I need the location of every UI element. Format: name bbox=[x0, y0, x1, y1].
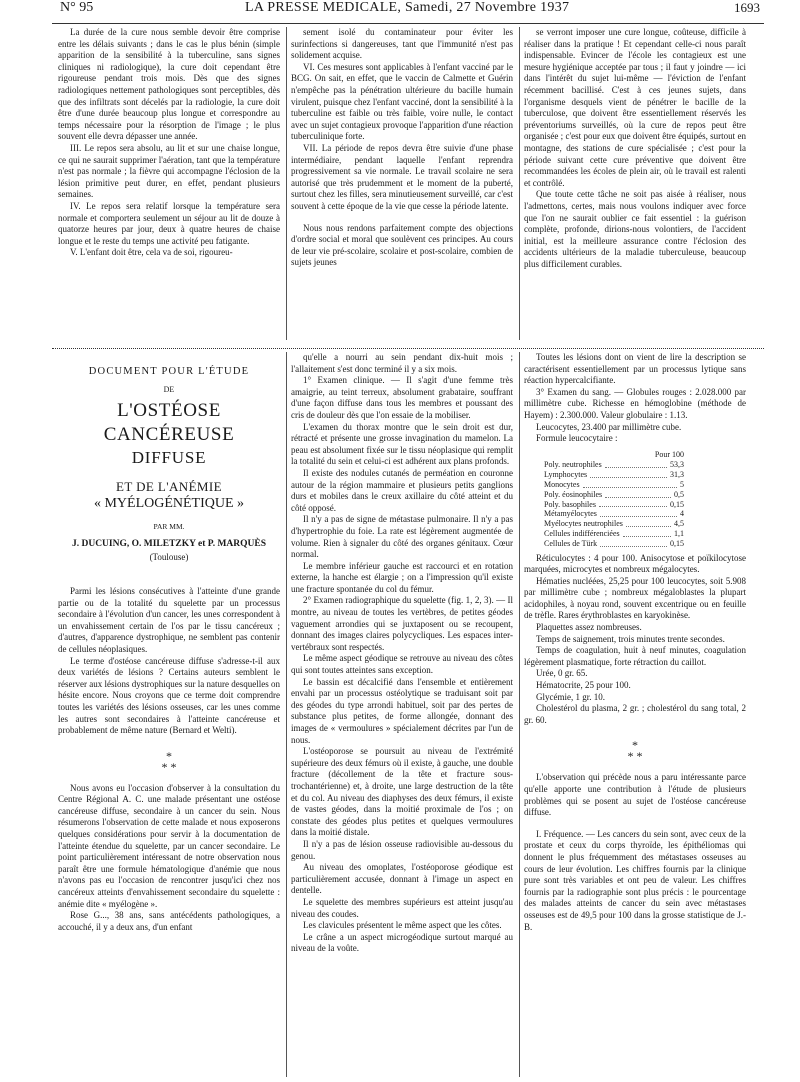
formula-label: Cellules indifférenciées bbox=[544, 528, 620, 538]
leukocyte-formula-table bbox=[544, 449, 684, 549]
paragraph: Rose G..., 38 ans, sans antécédents pathologiques, a accouché, il y a deux ans, d'un enfant bbox=[58, 910, 280, 932]
article-title-block bbox=[58, 366, 280, 564]
dot-leader bbox=[599, 500, 667, 508]
article-body-1 bbox=[58, 586, 280, 933]
paragraph: Temps de coagulation, huit à neuf minutes, coagulation légèrement plasmatique, forte rétraction du caillot. bbox=[524, 645, 746, 667]
paragraph: Le bassin est décalcifié dans l'ensemble et entièrement envahi par un processus ostéolytique se traduisant soit par des géodes du type arrondi habituel, soit par des pertes de substance plus petites, de forme allongée, donnant des images de « vermoulures » spécialement décrites par l'un de nous. bbox=[291, 676, 513, 745]
article-column-1 bbox=[58, 356, 280, 933]
paragraph: Temps de saignement, trois minutes trente secondes. bbox=[536, 633, 725, 644]
article-title-2: DIFFUSE bbox=[131, 448, 207, 468]
article-column-3 bbox=[524, 352, 746, 933]
formula-label: Poly. éosinophiles bbox=[544, 489, 603, 499]
formula-row bbox=[544, 519, 684, 529]
column-divider bbox=[286, 27, 287, 340]
paragraph: Le crâne a un aspect microgéodique surtout marqué au niveau de la voûte. bbox=[291, 931, 513, 954]
paragraph: Le terme d'ostéose cancéreuse diffuse s'adresse-t-il aux deux variétés de lésions ? Certains auteurs semblent le réserver aux lésions dystrophiques sur la nature desquelles on hésite encore. Nous croyons que ce terme doit comprendre toutes les variétés des lésions osseuses, car les unes comme les autres sont secondaires à l'atteinte cancéreuse et probablement de même nature (Bernard et Welti). bbox=[58, 655, 280, 736]
paragraph: sement isolé du contaminateur pour éviter les surinfections si dangereuses, tant que l'immunité n'est pas solidement acquise. bbox=[291, 27, 513, 61]
paragraph: Au niveau des omoplates, l'ostéoporose géodique est particulièrement accusée, donnant à l'image un aspect en dentelle. bbox=[291, 862, 513, 896]
formula-value: 0,15 bbox=[670, 538, 684, 548]
formula-value: 1,1 bbox=[674, 528, 684, 538]
paragraph: Hématies nucléées, 25,25 pour 100 leucocytes, soit 5.908 par millimètre cube ; nombreux mégaloblastes la plupart acidophiles, à noyau rond, souvent excentrique ou en feuille de trèfle. Rares érythroblastes en karyokinèse. bbox=[524, 575, 746, 621]
formula-label: Poly. basophiles bbox=[544, 499, 596, 509]
paragraph: Formule leucocytaire : bbox=[536, 433, 618, 444]
top-column-2 bbox=[291, 27, 513, 269]
formula-row bbox=[544, 460, 684, 470]
paragraph: Toutes les lésions dont on vient de lire la description se caractérisent essentiellement par un processus lytique sans réaction hypercalcifiante. bbox=[524, 352, 746, 386]
paragraph: L'examen du thorax montre que le sein droit est dur, rétracté et présente une grosse invagination du mamelon. La peau est absolument fixée sur le tissu néoplasique qui remplit la totalité du sein et celui-ci est adhérent aux plans profonds. bbox=[291, 421, 513, 467]
formula-label: Poly. neutrophiles bbox=[544, 460, 602, 470]
paragraph: Il existe des nodules cutanés de perméation en couronne autour de la région mammaire et plusieurs petits ganglions durs et mobiles dans le creux axillaire du côté atteint et du côté opposé. bbox=[291, 467, 513, 513]
running-header bbox=[60, 0, 760, 20]
paragraph: 3° Examen du sang. — Globules rouges : 2.028.000 par millimètre cube. Richesse en hémoglobine (méthode de Hayem) : 2.300.000. Valeur globulaire : 1.13. bbox=[524, 386, 746, 420]
paragraph: I. Fréquence. — Les cancers du sein sont, avec ceux de la prostate et ceux du corps thyroïde, les épithéliomas qui donnent le plus fréquemment des métastases osseuses au cours de leur évolution. Les chiffres fournis par la clinique pure sont très variables et ont peu de valeur. Les chiffres fournis par la radiographie sont plus précis : le pourcentage des malades atteints de cancer du sein avec métastases osseuses est de 49,5 pour 100 dans la grosse statistique de J.-B. bbox=[524, 828, 746, 932]
formula-header: Pour 100 bbox=[654, 449, 684, 459]
formula-row bbox=[544, 509, 684, 519]
article-de: DE bbox=[163, 384, 175, 394]
byline-par: PAR MM. bbox=[153, 522, 185, 532]
paragraph: Il n'y a pas de signe de métastase pulmonaire. Il n'y a pas d'hypertrophie du foie. La rate est légèrement augmentée de volume. Rien à signaler du côté des organes génitaux. Cœur normal. bbox=[291, 514, 513, 560]
paragraph: III. Le repos sera absolu, au lit et sur une chaise longue, ce qui ne saurait supprimer l'aération, tant que la température n'est pas normale ; la fièvre qui accompagne l'éclosion de la lésion primitive peut durer, en effet, pendant plusieurs semaines. bbox=[58, 142, 280, 200]
formula-label: Monocytes bbox=[544, 479, 580, 489]
dot-leader bbox=[626, 519, 671, 527]
article-column-2 bbox=[291, 352, 513, 955]
top-column-1 bbox=[58, 27, 280, 259]
formula-value: 53,3 bbox=[670, 460, 684, 470]
top-column-3 bbox=[524, 27, 746, 270]
formula-row bbox=[544, 539, 684, 549]
paragraph: La durée de la cure nous semble devoir être comprise entre les délais suivants ; dans le cas le plus bénin (simple apparition de la sensibilité à la tuberculine, sans signes cliniques ni radiologique), la cure doit cependant être rigoureuse pendant trois mois. Dès que des signes radiologiques nettement pathologiques sont perceptibles, dès que des infiltrats sont décelés par la radiologie, la cure doit être d'une durée beaucoup plus longue et correspondre au temps nécessaire pour la résorption de l'image ; le plus souvent elle devra dépasser une année. bbox=[58, 27, 280, 142]
paragraph: L'observation qui précède nous a paru intéressante parce qu'elle apporte une contribution à l'étude de plusieurs problèmes qui se posent au sujet de l'ostéose cancéreuse diffuse. bbox=[524, 772, 746, 818]
formula-row bbox=[544, 470, 684, 480]
paragraph: Le membre inférieur gauche est raccourci et en rotation externe, la hanche est élargie ; on a l'impression qu'il existe une fracture spontanée du col du fémur. bbox=[291, 560, 513, 594]
paragraph: Nous nous rendons parfaitement compte des objections d'ordre social et moral que soulèvent ces principes. Au cours de leur vie pré-scolaire, scolaire et post-scolaire, combien de sujets jeunes bbox=[291, 222, 513, 268]
article-title: L'OSTÉOSE CANCÉREUSE bbox=[103, 400, 235, 446]
issue-date: Samedi, 27 Novembre 1937 bbox=[405, 0, 570, 15]
paragraph: Plaquettes assez nombreuses. bbox=[536, 622, 642, 633]
paragraph: 2° Examen radiographique du squelette (fig. 1, 2, 3). — Il montre, au niveau de toutes les vertèbres, de petites géodes vaguement arrondies qui se juxtaposent ou se recoupent, donnant des images claires polycycliques. Les espaces inter-vertébraux sont respectés. bbox=[291, 595, 513, 652]
paragraph: Il n'y a pas de lésion osseuse radiovisible au-dessous du genou. bbox=[291, 838, 513, 861]
paragraph: qu'elle a nourri au sein pendant dix-huit mois ; l'allaitement s'est donc terminé il y a six mois. bbox=[291, 352, 513, 374]
formula-label: Cellules de Türk bbox=[544, 538, 598, 548]
paragraph: IV. Le repos sera relatif lorsque la température sera normale et comportera seulement un séjour au lit de douze à quatorze heures par jour, deux à quatre heures de chaise longue et le reste du temps une activité peu fatigante. bbox=[58, 200, 280, 246]
formula-value: 31,3 bbox=[670, 470, 684, 480]
affiliation: (Toulouse) bbox=[149, 552, 189, 563]
paragraph: se verront imposer une cure longue, coûteuse, difficile à réaliser dans la pratique ! Et cependant celle-ci nous paraît indispensable. Evincer de l'école les contagieux est une mesure hygiénique acceptée par tous ; il faut y joindre — ici dans l'intérêt du sujet lui-même — l'éviction de l'enfant récemment bacillisé. C'est à ces jeunes sujets, dans l'organisme desquels vient de pénétrer le bacille de la tuberculose, que doivent être essentiellement réservés les préventoriums surveillés, où la cure de repos peut être organisée ; c'est pour eux que doivent être équipés, surtout en montagne, des stations de cure spécialisée ; c'est pour la période suivant cette cure préventive que doivent être recommandées les écoles de plein air, où le travail est ralenti et contrôlé. bbox=[524, 27, 746, 188]
paragraph: Cholestérol du plasma, 2 gr. ; cholestérol du sang total, 2 gr. 60. bbox=[524, 703, 746, 725]
paragraph: Réticulocytes : 4 pour 100. Anisocytose et poïkilocytose marquées, microcytes et nombreux mégalocytes. bbox=[524, 552, 746, 575]
formula-label: Métamyélocytes bbox=[544, 509, 597, 519]
dot-leader bbox=[590, 470, 667, 478]
authors: J. DUCUING, O. MILETZKY et P. MARQUÈS bbox=[71, 538, 267, 549]
paragraph: 1° Examen clinique. — Il s'agit d'une femme très amaigrie, au teint terreux, absolument grabataire, souffrant d'une façon diffuse dans tous les membres et poussant des cris de douleur dès que l'on essaie de la mobiliser. bbox=[291, 375, 513, 420]
dot-leader bbox=[605, 460, 667, 468]
dot-leader bbox=[600, 509, 677, 517]
paragraph: Glycémie, 1 gr. 10. bbox=[536, 691, 605, 702]
formula-row bbox=[544, 490, 684, 500]
section-separator: * * * bbox=[627, 738, 643, 764]
paragraph: VI. Ces mesures sont applicables à l'enfant vacciné par le BCG. On sait, en effet, que le vaccin de Calmette et Guérin n'empêche pas la pénétration ultérieure du bacille humain virulent, puisque chez l'enfant vacciné, dont la sensibilité à la tuberculine est faible ou très faible, voire nulle, le contact avec un sujet contagieux provoque l'apparition d'une réaction tuberculinique forte. bbox=[291, 61, 513, 142]
journal-title: LA PRESSE MEDICALE, Samedi, 27 Novembre 1937 bbox=[245, 0, 570, 15]
formula-row bbox=[544, 500, 684, 510]
dot-leader bbox=[600, 539, 667, 547]
formula-value: 0,15 bbox=[670, 499, 684, 509]
formula-row bbox=[544, 529, 684, 539]
formula-value: 5 bbox=[680, 479, 684, 489]
dot-leader bbox=[605, 490, 671, 498]
formula-value: 0,5 bbox=[674, 489, 684, 499]
issue-number: N° 95 bbox=[60, 0, 94, 15]
paragraph: Les clavicules présentent le même aspect que les côtes. bbox=[303, 920, 502, 931]
paragraph: Le squelette des membres supérieurs est atteint jusqu'au niveau des coudes. bbox=[291, 896, 513, 919]
article-subtitle-2: « MYÉLOGÉNÉTIQUE » bbox=[93, 496, 245, 512]
section-rule bbox=[52, 348, 764, 349]
article-kicker: DOCUMENT POUR L'ÉTUDE bbox=[88, 366, 250, 377]
column-divider bbox=[519, 27, 520, 340]
paragraph: Parmi les lésions consécutives à l'atteinte d'une grande partie ou de la totalité du squelette par un processus secondaire à l'évolution d'un cancer, les unes correspondent à un envahissement certain de l'os par le tissu cancéreux ; d'autres, d'apparence dystrophique, ne semblent pas contenir de cellules néoplasiques. bbox=[58, 585, 280, 654]
dot-leader bbox=[583, 480, 677, 488]
paragraph: Le même aspect géodique se retrouve au niveau des côtes qui sont toutes atteintes sans exception. bbox=[291, 653, 513, 676]
formula-label: Lymphocytes bbox=[544, 470, 588, 480]
formula-value: 4,5 bbox=[674, 519, 684, 529]
paragraph: Que toute cette tâche ne soit pas aisée à réaliser, nous l'admettons, certes, mais nous voulons indiquer avec force que l'on ne saurait oublier ce fait essentiel : la guérison complète, profonde, dirions-nous volontiers, de l'accident initial, est la meilleure assurance contre l'éclosion des accidents ultérieurs de la maladie tuberculeuse, beaucoup plus difficilement curables. bbox=[524, 189, 746, 269]
header-rule bbox=[52, 23, 764, 24]
column-divider bbox=[519, 352, 520, 1077]
paragraph: Nous avons eu l'occasion d'observer à la consultation du Centre Régional A. C. une malade présentant une ostéose cancéreuse diffuse, secondaire à un cancer du sein. Nous résumerons l'observation de cette malade et nous exposerons quelques considérations pour servir à la documentation de l'atteinte étendue du squelette, par un cancer secondaire. Le point particulièrement intéressant de notre observation nous paraît être une formule hématologique d'anémie que nous n'avons pas eu l'occasion de rencontrer jusqu'ici chez nos cancéreux atteints d'envahissement secondaire du squelette : anémie dite « myélogène ». bbox=[58, 782, 280, 909]
paragraph: V. L'enfant doit être, cela va de soi, rigoureu- bbox=[70, 247, 233, 258]
page-number: 1693 bbox=[734, 0, 760, 15]
paragraph: VII. La période de repos devra être suivie d'une phase intermédiaire, pendant laquelle l'enfant reprendra progressivement sa vie normale. Le travail scolaire ne sera autorisé que très prudemment et le moment de la puberté, surtout chez les filles, sera minutieusement surveillé, car c'est souvent à cette époque de la vie que cesse la période latente. bbox=[291, 142, 513, 211]
formula-row bbox=[544, 480, 684, 490]
paragraph: Urée, 0 gr. 65. bbox=[536, 668, 588, 679]
section-separator: * * * bbox=[161, 748, 177, 774]
dot-leader bbox=[623, 529, 671, 537]
formula-label: Myélocytes neutrophiles bbox=[544, 519, 623, 529]
paragraph: Leucocytes, 23.400 par millimètre cube. bbox=[536, 421, 682, 432]
column-divider bbox=[286, 352, 287, 1077]
paragraph: L'ostéoporose se poursuit au niveau de l'extrémité supérieure des deux fémurs où il existe, à gauche, une double fracture (décollement de la tête et fracture sous-trochantérienne) et, à droite, une large destruction de la tête et du col. Au niveau des diaphyses des deux fémurs, il existe de vastes géodes, dans la moitié proximale de l'os ; on constate des géodes plus petites et quelques vermoulures dans la moitié distale. bbox=[291, 746, 513, 838]
paragraph: Hématocrite, 25 pour 100. bbox=[536, 680, 631, 691]
article-subtitle: ET DE L'ANÉMIE bbox=[116, 479, 222, 495]
formula-value: 4 bbox=[680, 509, 684, 519]
